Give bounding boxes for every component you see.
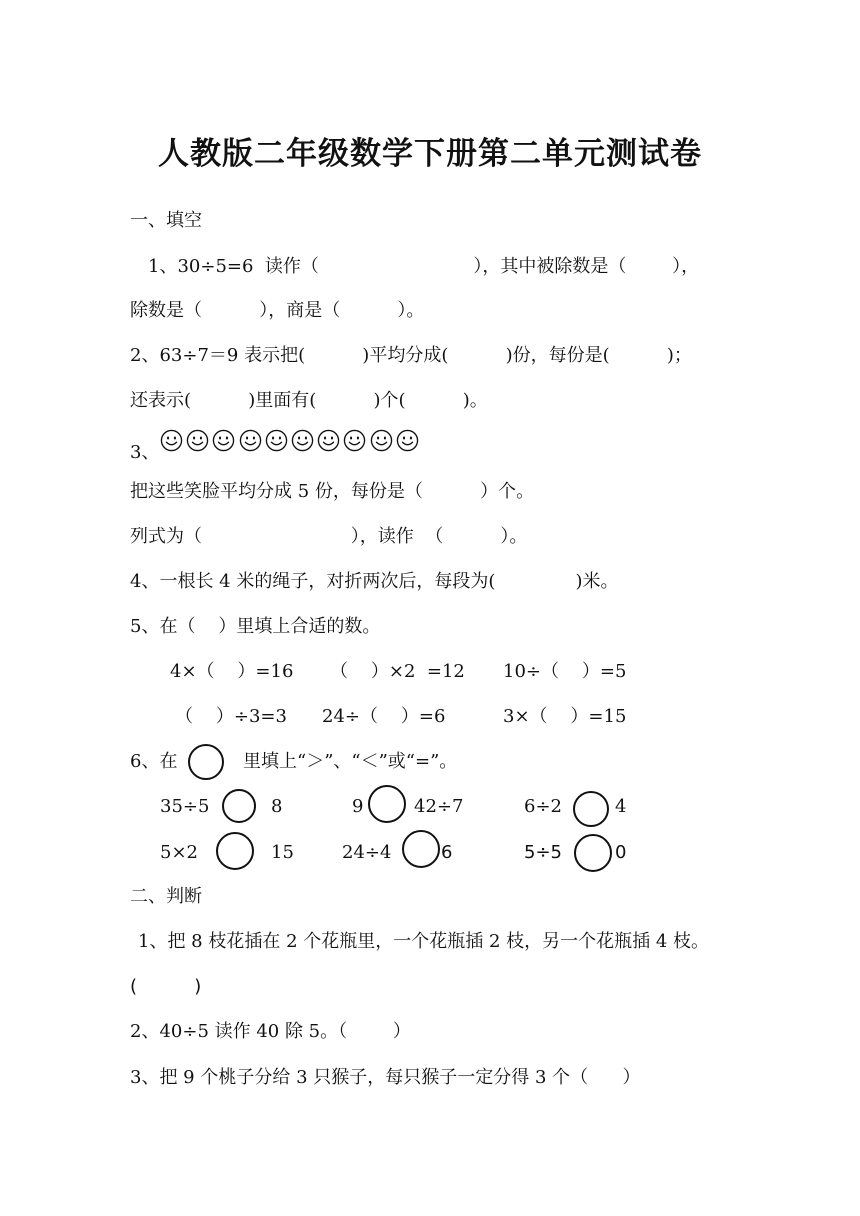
judgement-2: 2、40÷5 读作 40 除 5。（ ） — [130, 1021, 411, 1042]
q5-item: 4×（ ）=16 — [170, 661, 294, 682]
section-heading-judgement: 二、判断 — [130, 886, 202, 907]
q5-item: 24÷（ ）=6 — [322, 706, 446, 727]
question-6-prefix: 6、在 — [130, 751, 178, 772]
q5-item: （ ）×2 =12 — [330, 661, 465, 682]
compare-blank-circle[interactable] — [573, 791, 609, 827]
smiley-face-icon — [291, 429, 314, 452]
compare-blank-circle[interactable] — [402, 830, 440, 868]
compare-right: 42÷7 — [414, 796, 464, 817]
compare-left: 35÷5 — [160, 796, 210, 817]
example-circle-icon — [188, 744, 224, 780]
compare-left: 24÷4 — [342, 842, 392, 863]
question-1-line-1: 1、30÷5=6 读作（ ），其中被除数是（ ）， — [148, 256, 700, 277]
compare-right: 15 — [271, 842, 294, 863]
judgement-3: 3、把 9 个桃子分给 3 只猴子，每只猴子一定分得 3 个（ ） — [130, 1067, 641, 1088]
compare-left: 6÷2 — [524, 796, 562, 817]
question-3-line-2: 把这些笑脸平均分成 5 份，每份是（ ）个。 — [130, 481, 535, 502]
smiley-face-icon — [370, 429, 393, 452]
compare-right: 4 — [615, 796, 627, 817]
compare-right: 6 — [441, 842, 453, 863]
compare-blank-circle[interactable] — [216, 832, 254, 870]
question-4: 4、一根长 4 米的绳子，对折两次后，每段为( )米。 — [130, 571, 619, 592]
question-2-line-1: 2、63÷7＝9 表示把( )平均分成( )份，每份是( )； — [130, 345, 692, 366]
q5-item: 3×（ ）=15 — [503, 706, 627, 727]
compare-right: 8 — [271, 796, 283, 817]
question-3-line-3: 列式为（ ），读作 （ ）。 — [130, 526, 528, 547]
smiley-face-icon — [239, 429, 262, 452]
question-5: 5、在（ ）里填上合适的数。 — [130, 616, 381, 637]
compare-right: 0 — [615, 842, 627, 863]
smiley-face-icon — [160, 429, 183, 452]
compare-blank-circle[interactable] — [368, 785, 406, 823]
question-1-line-2: 除数是（ ），商是（ ）。 — [130, 300, 425, 321]
smiley-face-icon — [212, 429, 235, 452]
compare-left: 5×2 — [160, 842, 198, 863]
page-title: 人教版二年级数学下册第二单元测试卷 — [158, 136, 702, 172]
judgement-1-answer: ( ) — [130, 976, 202, 997]
compare-blank-circle[interactable] — [222, 789, 256, 823]
judgement-1-line-1: 1、把 8 枝花插在 2 个花瓶里，一个花瓶插 2 枝，另一个花瓶插 4 枝。 — [138, 931, 710, 952]
q5-item: 10÷（ ）=5 — [503, 661, 627, 682]
question-3-label: 3、 — [130, 442, 160, 463]
smiley-face-icon — [317, 429, 340, 452]
compare-left: 9 — [352, 796, 364, 817]
question-6-suffix: 里填上“＞”、“＜”或“=”。 — [243, 751, 458, 772]
section-heading-fill-blank: 一、填空 — [130, 210, 202, 231]
compare-left: 5÷5 — [524, 842, 562, 863]
compare-blank-circle[interactable] — [574, 834, 612, 872]
smiley-face-icon — [343, 429, 366, 452]
smiley-face-icon — [265, 429, 288, 452]
smiley-face-icon — [396, 429, 419, 452]
smiley-face-icon — [186, 429, 209, 452]
q5-item: （ ）÷3=3 — [175, 706, 287, 727]
question-2-line-2: 还表示( )里面有( )个( )。 — [130, 390, 488, 411]
